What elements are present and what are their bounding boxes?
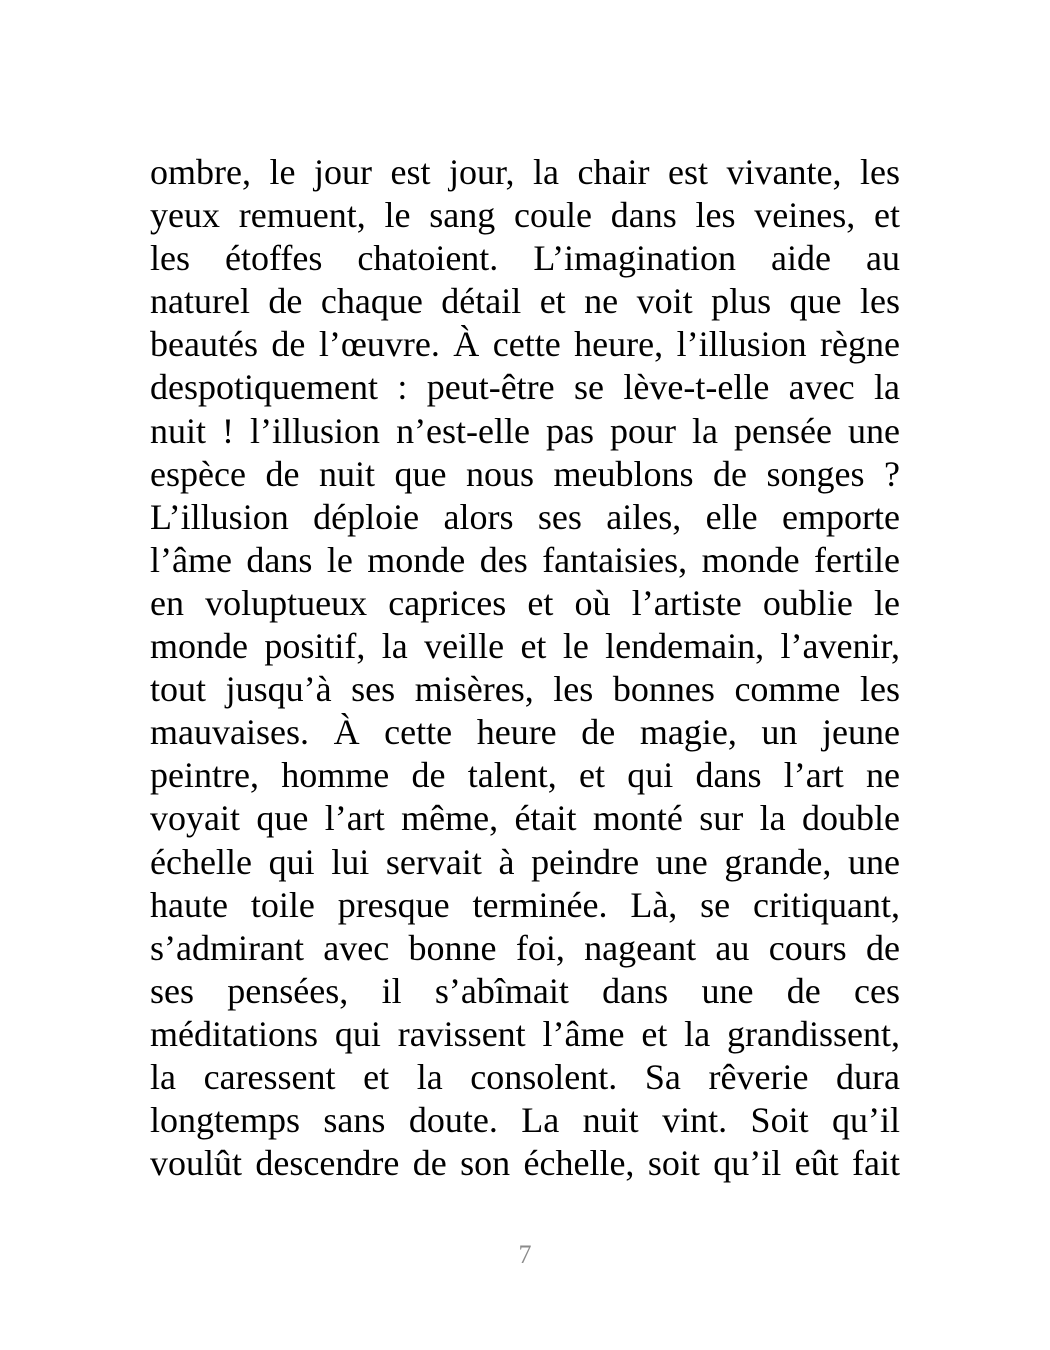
text-line: voyait que l’art même, était monté sur la double [150, 798, 900, 839]
text-line: beautés de l’œuvre. À cette heure, l’illusion règne [150, 324, 900, 365]
text-line: échelle qui lui servait à peindre une grande, une [150, 841, 900, 882]
text-line: méditations qui ravissent l’âme et la grandissent, [150, 1013, 900, 1054]
text-line: haute toile presque terminée. Là, se critiquant, [150, 884, 900, 925]
text-line: peintre, homme de talent, et qui dans l’art ne [150, 755, 900, 796]
text-line: mauvaises. À cette heure de magie, un jeune [150, 712, 900, 753]
text-line: L’illusion déploie alors ses ailes, elle emporte [150, 496, 900, 537]
text-line: tout jusqu’à ses misères, les bonnes comme les [150, 669, 900, 710]
text-line: longtemps sans doute. La nuit vint. Soit qu’il [150, 1100, 900, 1141]
text-line: en voluptueux caprices et où l’artiste oublie le [150, 582, 900, 623]
text-line: la caressent et la consolent. Sa rêverie dura [150, 1056, 900, 1097]
text-line: despotiquement : peut-être se lève-t-elle avec la [150, 367, 900, 408]
page-number: 7 [518, 1240, 532, 1269]
text-line: ses pensées, il s’abîmait dans une de ces [150, 970, 900, 1011]
text-line: monde positif, la veille et le lendemain, l’avenir, [150, 626, 900, 667]
text-line: espèce de nuit que nous meublons de songes ? [150, 453, 900, 494]
text-line: ombre, le jour est jour, la chair est vivante, les [150, 152, 900, 192]
body-text [150, 151, 900, 1185]
text-line: yeux remuent, le sang coule dans les veines, et [150, 195, 900, 236]
text-line: les étoffes chatoient. L’imagination aide au [150, 238, 900, 279]
text-line: voulût descendre de son échelle, soit qu’il eût fait [150, 1143, 900, 1184]
text-line: l’âme dans le monde des fantaisies, monde fertile [150, 539, 900, 580]
text-line: s’admirant avec bonne foi, nageant au cours de [150, 927, 900, 968]
text-line: naturel de chaque détail et ne voit plus que les [150, 281, 900, 322]
text-line: nuit ! l’illusion n’est-elle pas pour la pensée une [150, 410, 900, 451]
